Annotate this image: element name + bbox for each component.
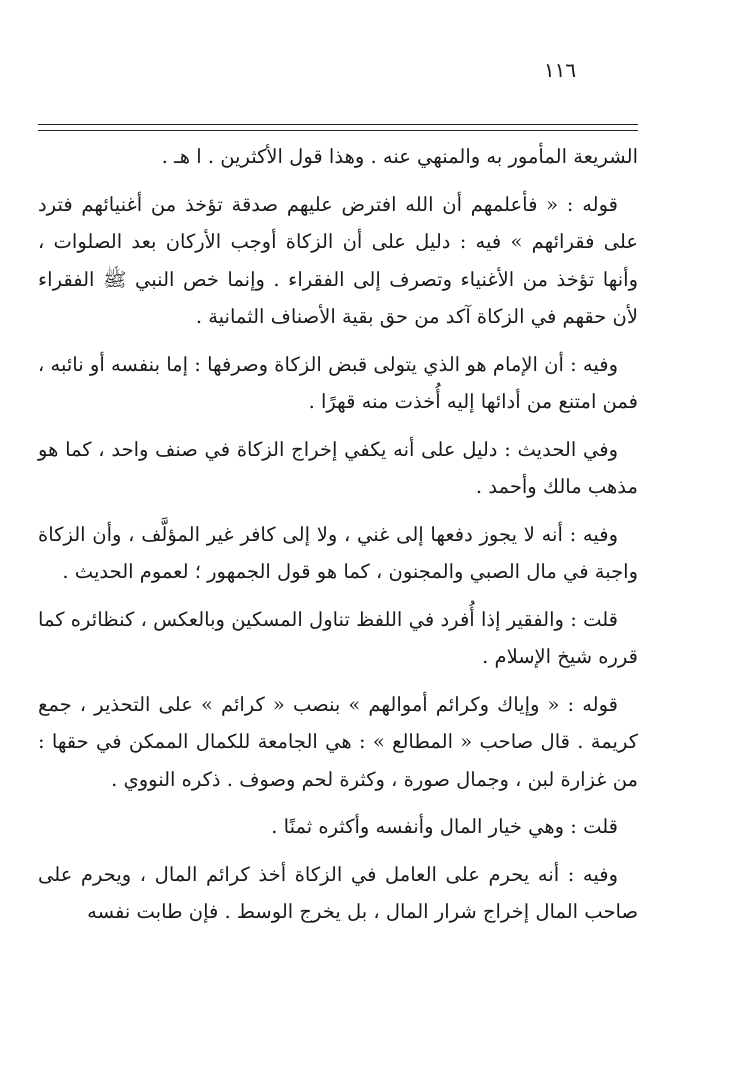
paragraph-poor-and-needy: قلت : والفقير إذا أُفرد في اللفظ تناول المسكين وبالعكس ، كنظائره كما قرره شيخ الإسلام . xyxy=(38,607,638,668)
header-rule-bottom xyxy=(38,130,638,131)
paragraph-not-to-rich: وفيه : أنه لا يجوز دفعها إلى غني ، ولا إلى كافر غير المؤلَّف ، وأن الزكاة واجبة في مال الصبي والمجنون ، كما هو قول الجمهور ؛ لعموم الحديث . xyxy=(38,522,638,583)
paragraph-best-wealth: قلت : وهي خيار المال وأنفسه وأكثره ثمنًا . xyxy=(271,815,618,838)
paragraph-collector-prohibition: وفيه : أنه يحرم على العامل في الزكاة أخذ كرائم المال ، ويحرم على صاحب المال إخراج شرار المال ، بل يخرج الوسط . فإن طابت نفسه xyxy=(38,862,638,923)
paragraph-precious-wealth: قوله : « وإياك وكرائم أموالهم » بنصب « كرائم » على التحذير ، جمع كريمة . قال صاحب « المطالع » : هي الجامعة للكمال الممكن في حقها : من غزارة لبن ، وجمال صورة ، وكثرة لحم وصوف . ذكره النووي . xyxy=(38,692,638,791)
paragraph-hadith-commentary: قوله : « فأعلمهم أن الله افترض عليهم صدقة تؤخذ من أغنيائهم فترد على فقرائهم » فيه : دليل على أن الزكاة أوجب الأركان بعد الصلوات ، وأنها تؤخذ من الأغنياء وتصرف إلى الفقراء . وإنما خص النبي ﷺ الفقراء لأن حقهم في الزكاة آكد من حق بقية الأصناف الثمانية . xyxy=(38,192,638,328)
page-number: ١١٦ xyxy=(543,58,577,82)
page-body xyxy=(38,138,638,941)
paragraph-imam-collection: وفيه : أن الإمام هو الذي يتولى قبض الزكاة وصرفها : إما بنفسه أو نائبه ، فمن امتنع من أدائها إليه أُخذت منه قهرًا . xyxy=(38,352,638,413)
paragraph-single-category: وفي الحديث : دليل على أنه يكفي إخراج الزكاة في صنف واحد ، كما هو مذهب مالك وأحمد . xyxy=(38,437,638,498)
paragraph-continuation: الشريعة المأمور به والمنهي عنه . وهذا قول الأكثرين . ا هـ . xyxy=(161,145,638,168)
header-rule-top xyxy=(38,124,638,125)
